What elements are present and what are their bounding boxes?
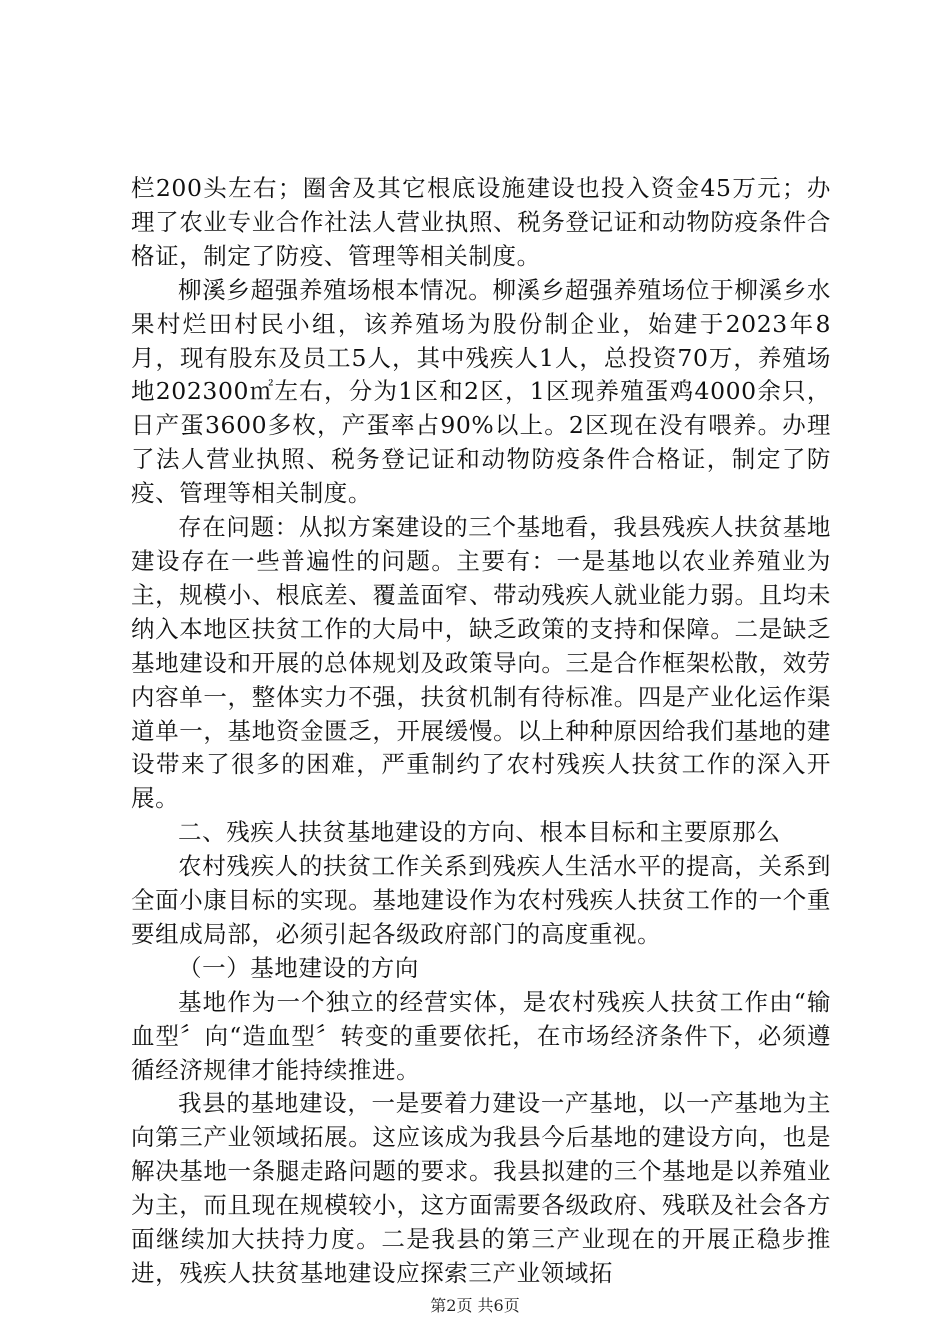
paragraph-5: 农村残疾人的扶贫工作关系到残疾人生活水平的提高，关系到全面小康目标的实现。基地建设作为农村残疾人扶贫工作的一个重要组成局部，必须引起各级政府部门的高度重视。 bbox=[131, 852, 831, 948]
document-body bbox=[131, 172, 831, 1291]
paragraph-2: 柳溪乡超强养殖场根本情况。柳溪乡超强养殖场位于柳溪乡水果村烂田村民小组，该养殖场为股份制企业，始建于2023年8月，现有股东及员工5人，其中残疾人1人，总投资70万，养殖场地202300㎡左右，分为1区和2区，1区现养殖蛋鸡4000余只，日产蛋3600多枚，产蛋率占90%以上。2区现在没有喂养。办理了法人营业执照、税务登记证和动物防疫条件合格证，制定了防疫、管理等相关制度。 bbox=[131, 275, 831, 508]
paragraph-7: 基地作为一个独立的经营实体，是农村残疾人扶贫工作由“输血型〞向“造血型〞转变的重要依托，在市场经济条件下，必须遵循经济规律才能持续推进。 bbox=[131, 987, 831, 1084]
paragraph-1: 栏200头左右；圈舍及其它根底设施建设也投入资金45万元；办理了农业专业合作社法人营业执照、税务登记证和动物防疫条件合格证，制定了防疫、管理等相关制度。 bbox=[131, 174, 831, 270]
page-footer: 第2页 共6页 bbox=[430, 1296, 520, 1315]
paragraph-8: 我县的基地建设，一是要着力建设一产基地，以一产基地为主向第三产业领域拓展。这应该成为我县今后基地的建设方向，也是解决基地一条腿走路问题的要求。我县拟建的三个基地是以养殖业为主，而且现在规模较小，这方面需要各级政府、残联及社会各方面继续加大扶持力度。二是我县的第三产业现在的开展正稳步推进，残疾人扶贫基地建设应探索三产业领域拓 bbox=[131, 1089, 831, 1287]
paragraph-3: 存在问题：从拟方案建设的三个基地看，我县残疾人扶贫基地建设存在一些普遍性的问题。主要有：一是基地以农业养殖业为主，规模小、根底差、覆盖面窄、带动残疾人就业能力弱。且均未纳入本地区扶贫工作的大局中，缺乏政策的支持和保障。二是缺乏基地建设和开展的总体规划及政策导向。三是合作框架松散，效劳内容单一，整体实力不强，扶贫机制有待标准。四是产业化运作渠道单一，基地资金匮乏，开展缓慢。以上种种原因给我们基地的建设带来了很多的困难，严重制约了农村残疾人扶贫工作的深入开展。 bbox=[131, 513, 831, 813]
subsection-heading-1: （一）基地建设的方向 bbox=[178, 953, 419, 982]
section-heading-2: 二、残疾人扶贫基地建设的方向、根本目标和主要原那么 bbox=[178, 818, 781, 847]
